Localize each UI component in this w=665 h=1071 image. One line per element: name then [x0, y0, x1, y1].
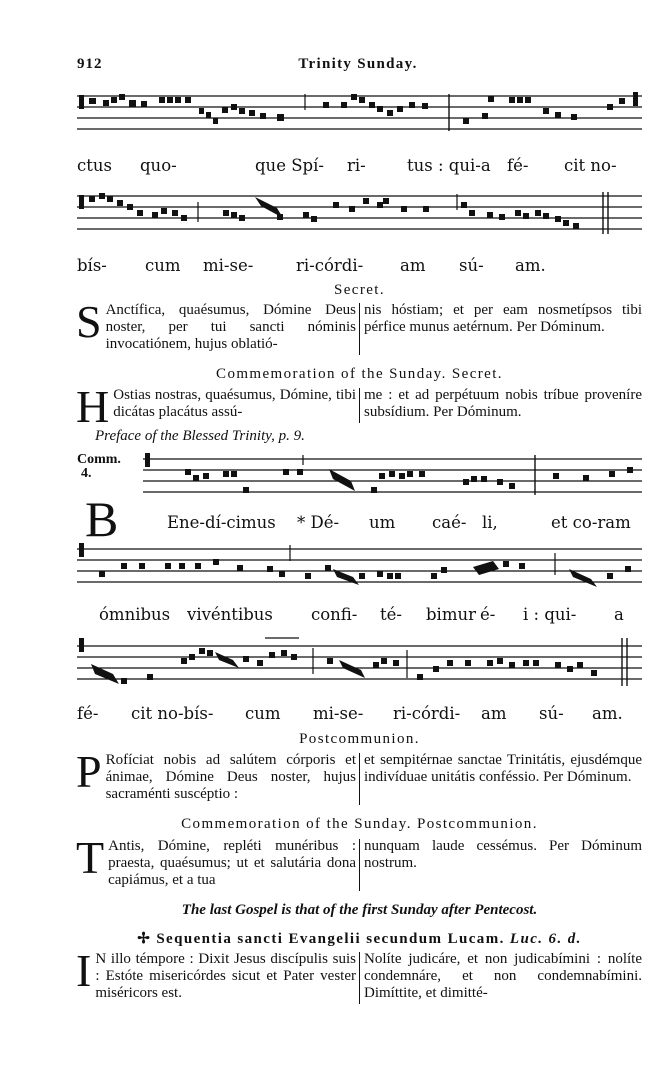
gospel-reference: Luc. 6. d. [509, 931, 582, 947]
prayer-text: nis hóstiam; et per eam nosmetípsos tibi pérfice munus aetérnum. Per Dóminum. [364, 302, 642, 335]
lyric-syllable: cit no-bís- [131, 704, 214, 723]
column-divider [359, 303, 360, 355]
lyric-syllable: confi- [311, 605, 358, 624]
chant-staff-5 [77, 634, 642, 690]
gospel-heading [77, 929, 642, 948]
lyric-syllable: ctus [77, 156, 112, 175]
lyric-syllable: am. [515, 256, 546, 275]
lyric-syllable: ri-córdi- [296, 256, 364, 275]
chant-lyrics-2 [77, 256, 645, 280]
lyric-syllable: é- [480, 605, 496, 624]
communion-label [77, 453, 121, 481]
gospel-passage: N illo témpore : Dixit Jesus discípulis suis : Estóte misericórdes sicut et Pater vester miséricors est. [95, 951, 356, 1001]
drop-cap-b: B [85, 491, 119, 547]
commemoration-secret-prayer [76, 381, 642, 432]
lyric-syllable: cit no- [564, 156, 617, 175]
drop-cap: S [76, 296, 102, 347]
lyric-syllable: fé- [507, 156, 529, 175]
drop-cap: P [76, 746, 102, 797]
chant-staff-3 [143, 451, 642, 503]
lyric-syllable: am [481, 704, 507, 723]
lyric-syllable: * Dé- [297, 513, 340, 532]
column-divider [359, 388, 360, 423]
lyric-syllable: té- [380, 605, 402, 624]
prayer-text: Rofíciat nobis ad salútem córporis et ánimae, Dómine Deus noster, hujus sacraménti suscéptio : [105, 752, 356, 802]
secret-heading: Secret. [333, 282, 386, 298]
postcommunion-prayer [76, 746, 642, 806]
last-gospel-rubric: The last Gospel is that of the first Sunday after Pentecost. [181, 902, 538, 918]
lyric-syllable: li, [482, 513, 498, 532]
secret-prayer [76, 296, 642, 356]
chant-lyrics-1 [77, 156, 645, 180]
page-header [77, 56, 639, 76]
lyric-syllable: cum [245, 704, 281, 723]
comm-secret-right-column [364, 387, 642, 421]
lyric-syllable: vivéntibus [187, 605, 273, 624]
chant-lyrics-4 [77, 605, 645, 629]
gospel-passage: Nolíte judicáre, et non judicabímini : nolíte condemnáre, et non condemnabímini. Dimíttite, et dimitté- [364, 951, 642, 1001]
gospel-text [76, 945, 642, 1005]
column-divider [359, 952, 360, 1004]
lyric-syllable: ri- [347, 156, 366, 175]
page-number: 912 [77, 56, 103, 72]
lyric-syllable: mi-se- [313, 704, 364, 723]
gospel-title: Sequentia sancti Evangelii secundum Lucam. [156, 931, 505, 947]
drop-cap: I [76, 945, 92, 996]
column-divider [359, 839, 360, 891]
comm-postcommunion-left-column [76, 832, 356, 889]
lyric-syllable: i : qui- [523, 605, 577, 624]
prayer-text: nunquam laude cessémus. Per Dóminum nostrum. [364, 838, 642, 871]
staff-svg-1 [77, 88, 642, 140]
lyric-syllable: cum [145, 256, 181, 275]
prayer-text: Anctífica, quaésumus, Dómine Deus noster, per tui sancti nóminis invocatiónem, hujus oblatió- [105, 302, 356, 352]
running-title: Trinity Sunday. [298, 56, 418, 72]
lyric-syllable: bís- [77, 256, 107, 275]
chant-staff-2 [77, 188, 642, 240]
prayer-text: Antis, Dómine, repléti munéribus : praesta, quaésumus; ut et salutária dona capiámus, et a tua [108, 838, 356, 888]
lyric-syllable: fé- [77, 704, 99, 723]
lyric-syllable: a [614, 605, 624, 624]
chant-staff-1 [77, 88, 642, 140]
chant-staff-4 [77, 541, 642, 593]
drop-cap: H [76, 381, 110, 432]
chant-lyrics-3 [77, 513, 645, 537]
staff-svg-3 [143, 451, 642, 503]
commemoration-secret-heading: Commemoration of the Sunday. Secret. [216, 366, 503, 382]
prayer-text: et sempitérnae sanctae Trinitátis, ejusdémque indivíduae unitátis conféssio. Per Dóminum. [364, 752, 642, 785]
gospel-right-column [364, 951, 642, 1002]
drop-cap: T [76, 832, 105, 883]
comm-postcommunion-right-column [364, 838, 642, 872]
communion-number: 4. [81, 466, 92, 481]
lyric-syllable: et co-ram [551, 513, 631, 532]
gospel-left-column [76, 945, 356, 1002]
lyric-syllable: sú- [539, 704, 564, 723]
lyric-syllable: tus : qui-a [407, 156, 491, 175]
postcommunion-left-column [76, 746, 356, 803]
lyric-syllable: quo- [140, 156, 177, 175]
lyric-syllable: Ene-dí-cimus [167, 513, 276, 532]
prayer-text: Ostias nostras, quaésumus, Dómine, tibi dicátas placátus assú- [113, 387, 356, 420]
lyric-syllable: bimur [426, 605, 476, 624]
lyric-syllable: um [369, 513, 396, 532]
comm-secret-left-column [76, 381, 356, 432]
lyric-syllable: caé- [432, 513, 467, 532]
secret-right-column [364, 302, 642, 336]
lyric-syllable: mi-se- [203, 256, 254, 275]
lyric-syllable: ri-córdi- [393, 704, 461, 723]
lyric-syllable: am [400, 256, 426, 275]
staff-svg-2 [77, 188, 642, 240]
secret-left-column [76, 296, 356, 353]
prayer-text: me : et ad perpétuum nobis tríbue proveníre subsídium. Per Dóminum. [364, 387, 642, 420]
postcommunion-right-column [364, 752, 642, 786]
column-divider [359, 753, 360, 805]
communion-label-text: Comm. [77, 452, 121, 467]
lyric-syllable: sú- [459, 256, 484, 275]
lyric-syllable: que Spí- [255, 156, 324, 175]
postcommunion-heading: Postcommunion. [299, 731, 420, 747]
commemoration-postcommunion-prayer [76, 832, 642, 892]
staff-svg-4 [77, 541, 642, 593]
preface-rubric: Preface of the Blessed Trinity, p. 9. [95, 428, 305, 444]
commemoration-postcommunion-heading: Commemoration of the Sunday. Postcommunion. [181, 816, 538, 832]
staff-svg-5 [77, 634, 642, 690]
chant-lyrics-5 [77, 704, 645, 728]
cross-icon: ✢ [137, 931, 152, 947]
lyric-syllable: ómnibus [99, 605, 171, 624]
lyric-syllable: am. [592, 704, 623, 723]
